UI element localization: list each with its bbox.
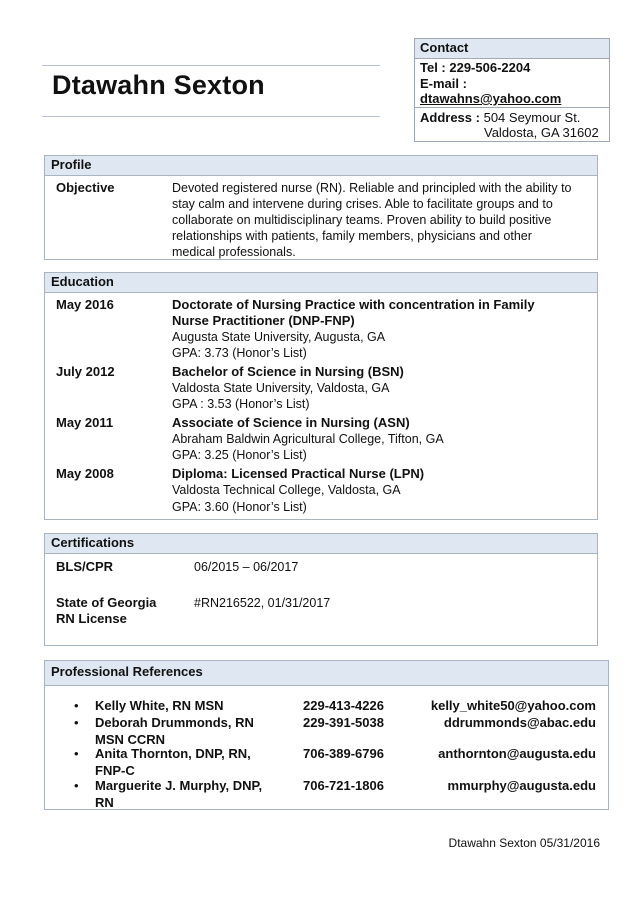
contact-email-label: E-mail :	[420, 76, 467, 91]
profile-header-label: Profile	[51, 157, 92, 172]
education-school: Valdosta Technical College, Valdosta, GA	[172, 483, 401, 497]
reference-name-line: Marguerite J. Murphy, DNP,	[95, 778, 263, 793]
reference-bullet: •	[74, 698, 79, 713]
reference-email: kelly_white50@yahoo.com	[430, 698, 596, 713]
contact-address-line1	[420, 110, 580, 125]
reference-email: ddrummonds@abac.edu	[443, 715, 596, 730]
reference-name-line: FNP-C	[95, 762, 135, 778]
education-school: Valdosta State University, Valdosta, GA	[172, 381, 390, 395]
reference-name	[95, 778, 285, 811]
objective-line: medical professionals.	[172, 245, 296, 259]
reference-name	[95, 698, 285, 715]
reference-email: anthornton@augusta.edu	[438, 746, 596, 761]
education-degree: Associate of Science in Nursing (ASN)	[172, 415, 410, 430]
page-title: Dtawahn Sexton	[52, 70, 265, 100]
certification-value: #RN216522, 01/31/2017	[194, 596, 331, 610]
contact-address-street: 504 Seymour St.	[483, 110, 581, 125]
reference-phone: 229-391-5038	[303, 715, 384, 730]
education-degree: Doctorate of Nursing Practice with concentration in Family	[172, 297, 535, 312]
education-date: May 2016	[56, 297, 114, 312]
reference-bullet: •	[74, 746, 79, 761]
contact-header-label: Contact	[420, 40, 469, 55]
certification-value: 06/2015 – 06/2017	[194, 560, 299, 574]
education-date: May 2011	[56, 415, 114, 430]
header-rule-top	[42, 65, 380, 66]
education-gpa: GPA: 3.60 (Honor’s List)	[172, 500, 307, 514]
profile-header	[45, 156, 597, 176]
education-header	[45, 273, 597, 293]
reference-email: mmurphy@augusta.edu	[447, 778, 596, 793]
reference-bullet: •	[74, 715, 79, 730]
contact-box	[414, 38, 610, 142]
objective-line: relationships with patients, family members, physicians and other	[172, 229, 532, 243]
education-gpa: GPA: 3.25 (Honor’s List)	[172, 448, 307, 462]
header-rule-bottom	[42, 116, 380, 117]
certifications-section	[44, 533, 598, 646]
education-gpa: GPA: 3.73 (Honor’s List)	[172, 346, 307, 360]
certification-name: BLS/CPR	[56, 559, 114, 574]
objective-line: Devoted registered nurse (RN). Reliable and principled with the ability to	[172, 181, 572, 195]
references-header-label: Professional References	[51, 664, 203, 679]
reference-bullet: •	[74, 778, 79, 793]
education-degree: Diploma: Licensed Practical Nurse (LPN)	[172, 466, 425, 481]
reference-name-line: Deborah Drummonds, RN	[95, 715, 254, 730]
profile-section	[44, 155, 598, 260]
education-school: Abraham Baldwin Agricultural College, Tifton, GA	[172, 432, 444, 446]
education-date: May 2008	[56, 466, 114, 481]
reference-name-line: Anita Thornton, DNP, RN,	[95, 746, 251, 761]
reference-phone: 706-389-6796	[303, 746, 384, 761]
contact-tel: Tel : 229-506-2204	[420, 60, 531, 75]
contact-header	[415, 39, 609, 59]
education-date: July 2012	[56, 364, 115, 379]
certification-name-cont: RN License	[56, 611, 127, 626]
objective-line: stay calm and intervene during crises. Able to facilitate groups and to	[172, 197, 553, 211]
reference-phone: 229-413-4226	[303, 698, 384, 713]
education-section	[44, 272, 598, 520]
reference-name	[95, 746, 285, 779]
certifications-header-label: Certifications	[51, 535, 135, 550]
education-header-label: Education	[51, 274, 114, 289]
contact-address-label: Address :	[420, 110, 480, 125]
objective-line: collaborate on multidisciplinary teams. Proven ability to build positive	[172, 213, 552, 227]
certification-name: State of Georgia	[56, 595, 157, 610]
contact-separator	[415, 107, 609, 108]
education-gpa: GPA : 3.53 (Honor’s List)	[172, 397, 310, 411]
education-degree-cont: Nurse Practitioner (DNP-FNP)	[172, 313, 355, 328]
reference-phone: 706-721-1806	[303, 778, 384, 793]
reference-name-line: RN	[95, 794, 114, 810]
reference-name-line: Kelly White, RN MSN	[95, 698, 224, 713]
education-degree: Bachelor of Science in Nursing (BSN)	[172, 364, 404, 379]
education-school: Augusta State University, Augusta, GA	[172, 330, 386, 344]
references-header	[45, 661, 608, 686]
contact-address-line2: Valdosta, GA 31602	[484, 125, 599, 140]
certifications-header	[45, 534, 597, 554]
page-footer: Dtawahn Sexton 05/31/2016	[448, 836, 600, 850]
reference-name	[95, 715, 285, 748]
contact-email-link[interactable]: dtawahns@yahoo.com	[420, 91, 562, 106]
reference-name-line: MSN CCRN	[95, 731, 166, 747]
objective-label: Objective	[56, 180, 115, 195]
